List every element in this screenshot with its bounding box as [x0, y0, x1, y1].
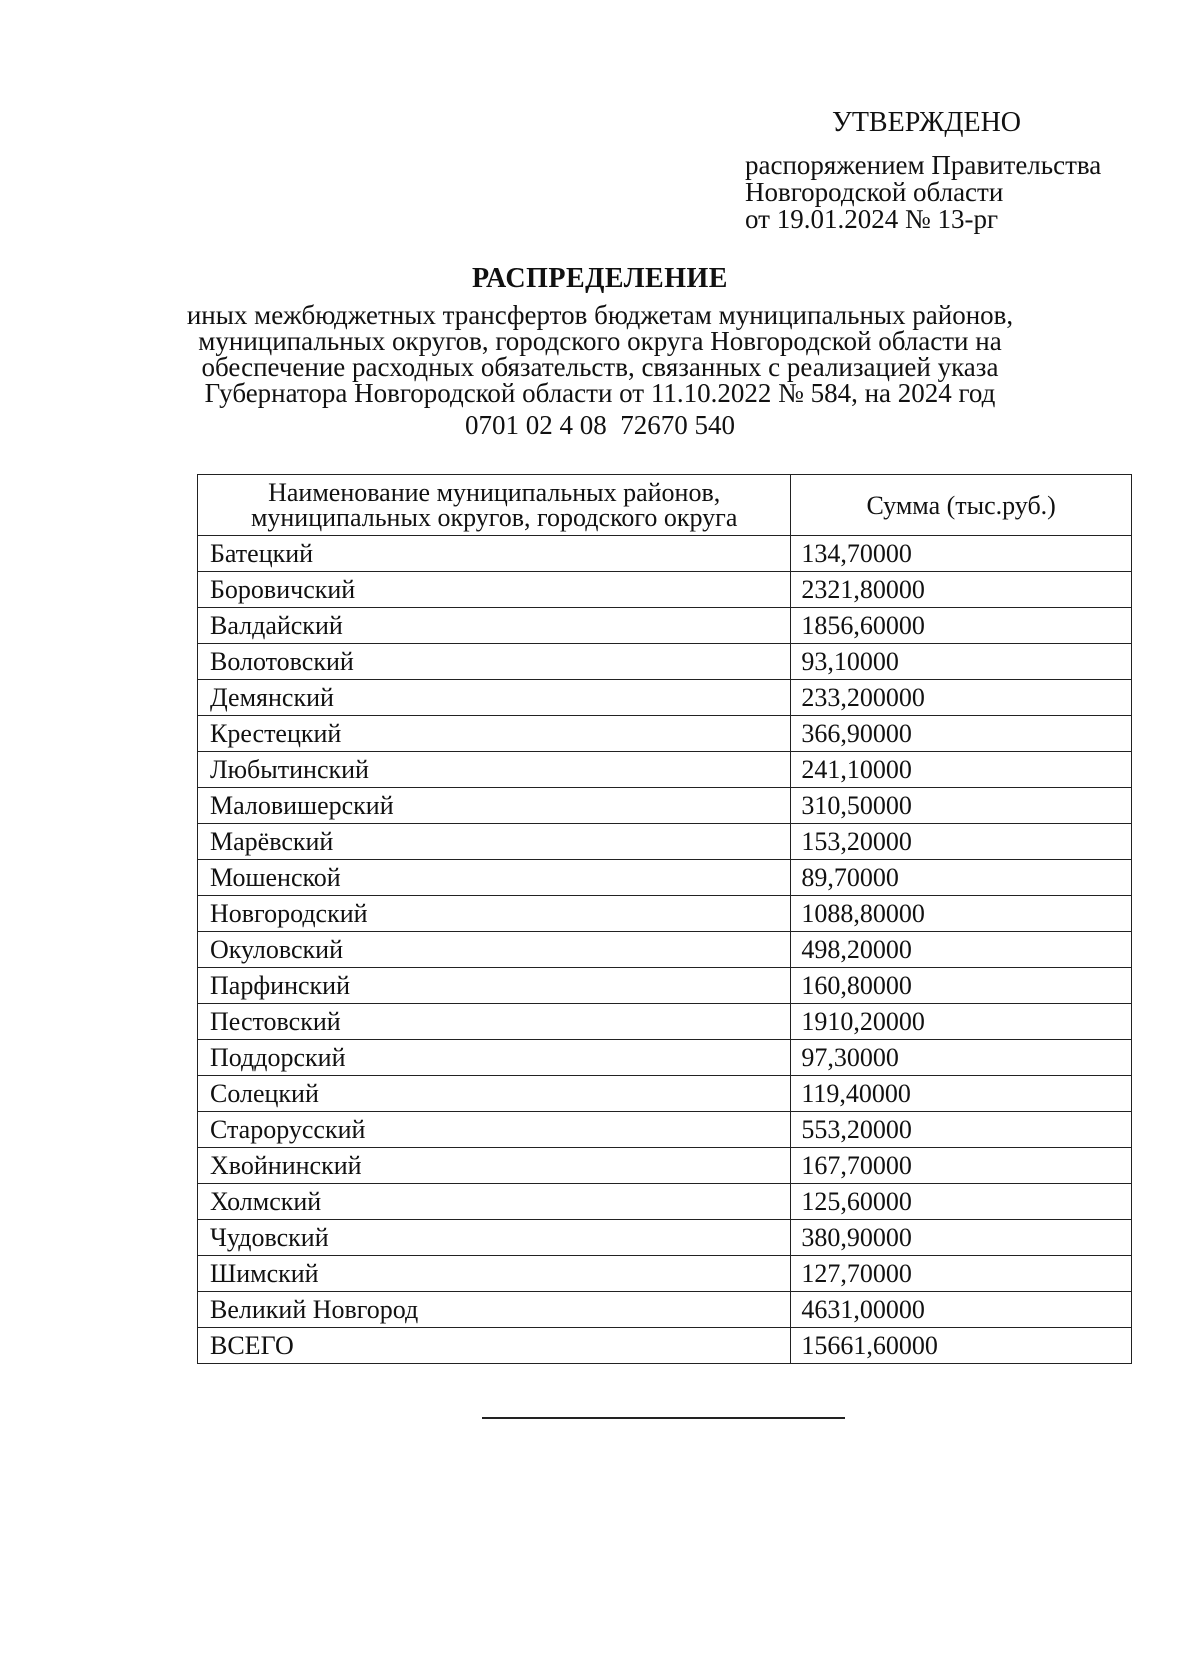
- sum-value: 241,10000: [791, 752, 1132, 788]
- table-row: [198, 1256, 1132, 1292]
- table-row: [198, 788, 1132, 824]
- table-row: [198, 860, 1132, 896]
- municipality-name: Боровичский: [198, 572, 791, 608]
- sum-value: 134,70000: [791, 536, 1132, 572]
- table-row: [198, 608, 1132, 644]
- municipality-name: Новгородский: [198, 896, 791, 932]
- sum-value: 310,50000: [791, 788, 1132, 824]
- sum-value: 498,20000: [791, 932, 1132, 968]
- end-divider: [482, 1417, 845, 1419]
- table-row: [198, 824, 1132, 860]
- table-row: [198, 896, 1132, 932]
- municipality-name: Чудовский: [198, 1220, 791, 1256]
- table-row: [198, 1112, 1132, 1148]
- municipality-name: Валдайский: [198, 608, 791, 644]
- municipality-name: Мошенской: [198, 860, 791, 896]
- municipality-name: Маловишерский: [198, 788, 791, 824]
- sum-value: 233,200000: [791, 680, 1132, 716]
- municipality-name: Поддорский: [198, 1040, 791, 1076]
- table-body: [198, 536, 1132, 1364]
- subtitle-line: муниципальных округов, городского округа Новгородской области на: [198, 326, 1002, 356]
- municipality-name: Хвойнинский: [198, 1148, 791, 1184]
- table-row: [198, 536, 1132, 572]
- municipality-name: Любытинский: [198, 752, 791, 788]
- municipality-name: Парфинский: [198, 968, 791, 1004]
- sum-value: 1856,60000: [791, 608, 1132, 644]
- sum-value: 2321,80000: [791, 572, 1132, 608]
- sum-value: 1910,20000: [791, 1004, 1132, 1040]
- approval-line-region: Новгородской области: [745, 177, 1004, 207]
- table-row: [198, 1004, 1132, 1040]
- table-header-row: [198, 475, 1132, 536]
- municipality-name: Крестецкий: [198, 716, 791, 752]
- header-municipality: [198, 475, 791, 536]
- budget-code: 0701 02 4 08 72670 540: [465, 410, 735, 440]
- sum-value: 366,90000: [791, 716, 1132, 752]
- table-row: [198, 752, 1132, 788]
- sum-value: 160,80000: [791, 968, 1132, 1004]
- municipality-name: Солецкий: [198, 1076, 791, 1112]
- header-municipality-line: Наименование муниципальных районов,: [268, 478, 721, 507]
- municipality-name: Холмский: [198, 1184, 791, 1220]
- table-row: [198, 1184, 1132, 1220]
- municipality-name: Батецкий: [198, 536, 791, 572]
- sum-value: 153,20000: [791, 824, 1132, 860]
- table-row: [198, 716, 1132, 752]
- header-municipality-line: муниципальных округов, городского округа: [250, 503, 738, 532]
- municipality-name: ВСЕГО: [198, 1328, 791, 1364]
- subtitle-line: иных межбюджетных трансфертов бюджетам муниципальных районов,: [186, 300, 1014, 330]
- table-row: [198, 932, 1132, 968]
- table-row: [198, 1220, 1132, 1256]
- sum-value: 127,70000: [791, 1256, 1132, 1292]
- approval-block: [745, 106, 1165, 233]
- sum-value: 1088,80000: [791, 896, 1132, 932]
- sum-value: 125,60000: [791, 1184, 1132, 1220]
- municipality-name: Демянский: [198, 680, 791, 716]
- table-row: [198, 968, 1132, 1004]
- sum-value: 89,70000: [791, 860, 1132, 896]
- table-row: [198, 1076, 1132, 1112]
- sum-value: 380,90000: [791, 1220, 1132, 1256]
- table-row: [198, 1148, 1132, 1184]
- approval-line-date-number: от 19.01.2024 № 13-рг: [745, 204, 999, 234]
- sum-value: 97,30000: [791, 1040, 1132, 1076]
- municipality-name: Марёвский: [198, 824, 791, 860]
- municipality-name: Шимский: [198, 1256, 791, 1292]
- document-subtitle: [0, 302, 1200, 406]
- sum-value: 15661,60000: [791, 1328, 1132, 1364]
- document-title: РАСПРЕДЕЛЕНИЕ: [472, 263, 728, 294]
- sum-value: 4631,00000: [791, 1292, 1132, 1328]
- distribution-table: [197, 474, 1132, 1364]
- sum-value: 119,40000: [791, 1076, 1132, 1112]
- sum-value: 93,10000: [791, 644, 1132, 680]
- table-row: [198, 644, 1132, 680]
- table-row: [198, 1292, 1132, 1328]
- sum-value: 167,70000: [791, 1148, 1132, 1184]
- approval-title: УТВЕРЖДЕНО: [832, 107, 1022, 138]
- table-total-row: [198, 1328, 1132, 1364]
- sum-value: 553,20000: [791, 1112, 1132, 1148]
- municipality-name: Волотовский: [198, 644, 791, 680]
- municipality-name: Великий Новгород: [198, 1292, 791, 1328]
- subtitle-line: обеспечение расходных обязательств, связанных с реализацией указа: [201, 352, 999, 382]
- table-row: [198, 680, 1132, 716]
- municipality-name: Пестовский: [198, 1004, 791, 1040]
- municipality-name: Окуловский: [198, 932, 791, 968]
- approval-line-authority: распоряжением Правительства: [745, 150, 1102, 180]
- municipality-name: Старорусский: [198, 1112, 791, 1148]
- table-row: [198, 572, 1132, 608]
- header-sum: Сумма (тыс.руб.): [791, 475, 1132, 536]
- table-row: [198, 1040, 1132, 1076]
- subtitle-line: Губернатора Новгородской области от 11.10.2022 № 584, на 2024 год: [204, 378, 996, 408]
